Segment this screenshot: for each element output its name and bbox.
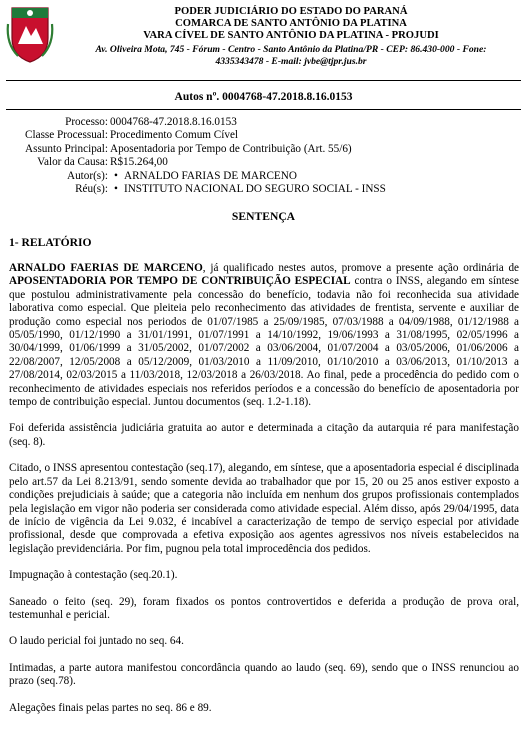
autor-bullet: •: [114, 169, 118, 182]
paragraph-2: Foi deferida assistência judiciária gratuita ao autor e determinada a citação da autarquia ré para manifestação (seq. 8).: [9, 422, 519, 448]
document-title: SENTENÇA: [231, 210, 296, 223]
assunto-value: Aposentadoria por Tempo de Contribuição (Art. 55/6): [110, 142, 352, 155]
autos-divider: [6, 109, 521, 110]
valor-label: Valor da Causa:: [37, 156, 108, 169]
paragraph-6: O laudo pericial foi juntado no seq. 64.: [9, 635, 184, 648]
assunto-label: Assunto Principal:: [25, 142, 108, 155]
paragraph-3: Citado, o INSS apresentou contestação (seq.17), alegando, em síntese, que a aposentadoria especial é disciplinada pelo art.57 da Lei 8.213/91, sendo somente devida ao trabalhador que por 15, 20 ou 25 anos estiver exposto a condições prejudiciais à saúde; que a categoria não incluída em nenhum dos grupos profissionais contemplados pela legislação em vigor não poderia ser considerada como atividade especial. Além disso, após 29/04/1995, data de início de vigência da Lei 9.032, é incabível a caracterização de tempo de serviço especial por atividade profissional, desde que comprovada a efetiva exposição aos agentes agressivos nos níveis estabelecidos na legislação previdenciária. Por fim, pugnou pela total improcedência dos pedidos.: [9, 462, 519, 555]
reu-value: INSTITUTO NACIONAL DO SEGURO SOCIAL - INSS: [124, 183, 386, 196]
processo-label: Processo:: [65, 116, 108, 128]
reu-label: Réu(s):: [75, 183, 108, 196]
header-address-line-2: 4335343478 - E-mail: jvbe@tjpr.jus.br: [215, 55, 367, 67]
meta-row-classe: [6, 129, 386, 142]
paragraph-4: Impugnação à contestação (seq.20.1).: [9, 569, 178, 582]
header-address-line-1: Av. Oliveira Mota, 745 - Fórum - Centro - Santo Antônio da Platina/PR - CEP: 86.430-000 - Fone:: [95, 44, 487, 55]
meta-row-processo: [6, 116, 386, 129]
paragraph-1: [9, 262, 519, 409]
autor-label: Autor(s):: [66, 169, 108, 182]
reu-bullet: •: [114, 183, 118, 196]
action-name: APOSENTADORIA POR TEMPO DE CONTRIBUIÇÃO ESPECIAL: [9, 275, 351, 288]
court-header: [60, 6, 522, 67]
meta-row-reu: [6, 183, 386, 196]
process-metadata: [6, 116, 386, 196]
plaintiff-name: ARNALDO FAERIAS DE MARCENO: [9, 262, 203, 274]
paragraph-7: Intimadas, a parte autora manifestou concordância quando ao laudo (seq. 69), sendo que o INSS renunciou ao prazo (seq.78).: [9, 661, 519, 688]
meta-row-assunto: [6, 143, 386, 156]
parana-coat-of-arms-icon: [4, 4, 56, 64]
meta-row-autor: [6, 170, 386, 183]
paragraph-1-part-b: contra o INSS, alegando em síntese que postulou administrativamente pela concessão do benefício, todavia não foi reconhecida sua atividade laborativa como especial. Que pleiteia pelo reconhecimento das atividades de frentista, servente e auxiliar de produção como especial nos periodos de 01/07/1985 a 25/09/1985, 07/03/1988 a 04/09/1988, 01/12/1988 a 05/05/1990, 01/12/1990 a 31/01/1991, 01/07/1991 a 14/10/1992, 19/06/1993 a 31/08/1995, 02/05/1996 a 30/04/1999, 01/06/1999 a 31/05/2002, 01/07/2002 a 03/06/2004, 01/07/2004 a 03/05/2006, 01/06/2006 a 22/08/2007, 12/05/2008 a 05/12/2009, 01/03/2010 a 11/09/2010, 01/10/2010 a 03/06/2013, 01/10/2013 a 27/08/2014, 02/03/2015 a 11/03/2018, 12/03/2018 a 26/03/2018. Ao final, pede a procedência do pedido com o reconhecimento de atividades especiais nos referidos períodos e a concessão do benefício de aposentadoria por tempo de contribuição especial. Juntou documentos (seq. 1.2-1.18).: [9, 275, 520, 409]
classe-value: Procedimento Comum Cível: [110, 129, 239, 142]
autos-number: Autos nº. 0004768-47.2018.8.16.0153: [174, 91, 353, 103]
paragraph-8: Alegações finais pelas partes no seq. 86 e 89.: [9, 701, 212, 714]
header-line-3: VARA CÍVEL DE SANTO ANTÔNIO DA PLATINA - PROJUDI: [143, 30, 439, 41]
meta-row-valor: [6, 156, 386, 169]
header-address: [60, 44, 522, 67]
document-body: [9, 262, 519, 728]
header-line-2: COMARCA DE SANTO ANTÔNIO DA PLATINA: [175, 18, 407, 29]
header-line-1: PODER JUDICIÁRIO DO ESTADO DO PARANÁ: [174, 6, 408, 17]
valor-value: R$15.264,00: [110, 156, 168, 169]
processo-value: 0004768-47.2018.8.16.0153: [110, 116, 237, 128]
paragraph-1-part-a: , já qualificado nestes autos, promove a presente ação ordinária de: [202, 262, 519, 274]
classe-label: Classe Processual:: [25, 129, 108, 142]
autor-value: ARNALDO FARIAS DE MARCENO: [124, 169, 297, 182]
section-heading: 1- RELATÓRIO: [9, 236, 92, 249]
paragraph-5: Saneado o feito (seq. 29), foram fixados os pontos controvertidos e deferida a produção de prova oral, testemunhal e pericial.: [9, 595, 519, 621]
header-divider: [6, 80, 521, 81]
